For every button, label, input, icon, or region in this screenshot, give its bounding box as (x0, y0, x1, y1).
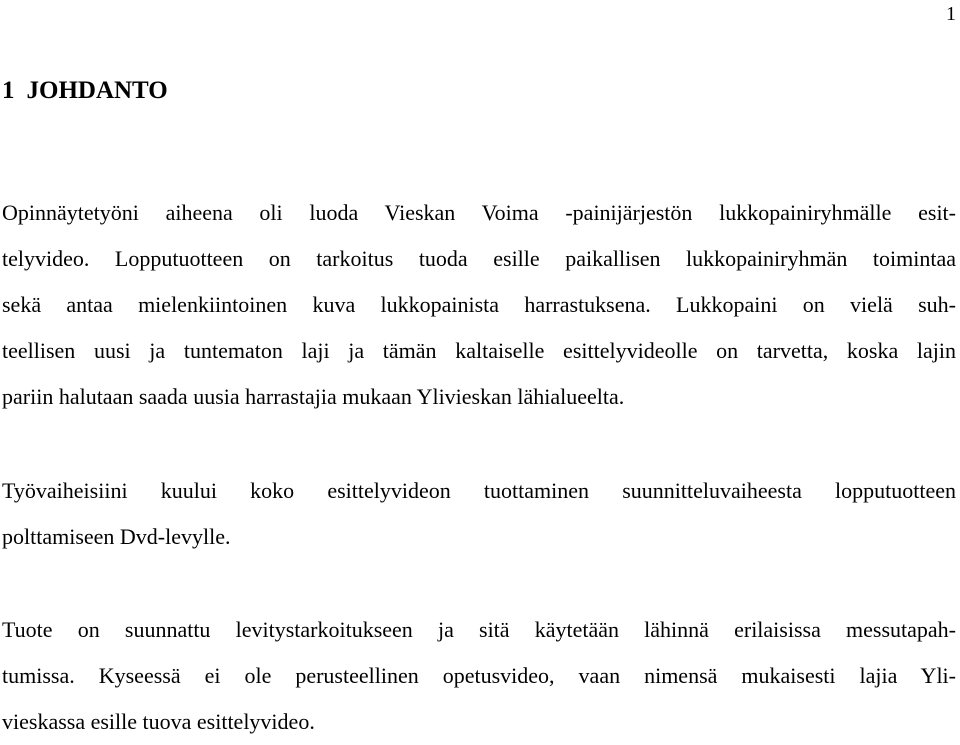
page-number: 1 (946, 3, 956, 25)
paragraph-line: tumissa. Kyseessä ei ole perusteellinen opetusvideo, vaan nimensä mukaisesti lajia Yli- (2, 663, 956, 688)
chapter-heading (2, 76, 168, 106)
paragraph-line: pariin halutaan saada uusia harrastajia mukaan Ylivieskan lähialueelta. (2, 384, 625, 409)
paragraph-intro (2, 190, 956, 420)
paragraph-line: sekä antaa mielenkiintoinen kuva lukkopainista harrastuksena. Lukkopaini on vielä suh- (2, 292, 956, 317)
paragraph-product-purpose (2, 607, 956, 745)
paragraph-line: vieskassa esille tuova esittelyvideo. (2, 709, 315, 734)
paragraph-line: Opinnäytetyöni aiheena oli luoda Vieskan Voima -painijärjestön lukkopainiryhmälle esit- (2, 200, 956, 225)
paragraph-line: polttamiseen Dvd-levylle. (2, 524, 231, 549)
chapter-number: 1 (2, 77, 15, 104)
paragraph-line: telyvideo. Lopputuotteen on tarkoitus tuoda esille paikallisen lukkopainiryhmän toimintaa (2, 246, 956, 271)
chapter-title: JOHDANTO (26, 77, 168, 104)
paragraph-line: teellisen uusi ja tuntematon laji ja tämän kaltaiselle esittelyvideolle on tarvetta, koska lajin (2, 338, 956, 363)
paragraph-line: Tuote on suunnattu levitystarkoitukseen ja sitä käytetään lähinnä erilaisissa messutapah- (2, 617, 956, 642)
paragraph-line: Työvaiheisiini kuului koko esittelyvideon tuottaminen suunnitteluvaiheesta lopputuotteen (2, 478, 956, 503)
paragraph-work-phases (2, 468, 956, 560)
